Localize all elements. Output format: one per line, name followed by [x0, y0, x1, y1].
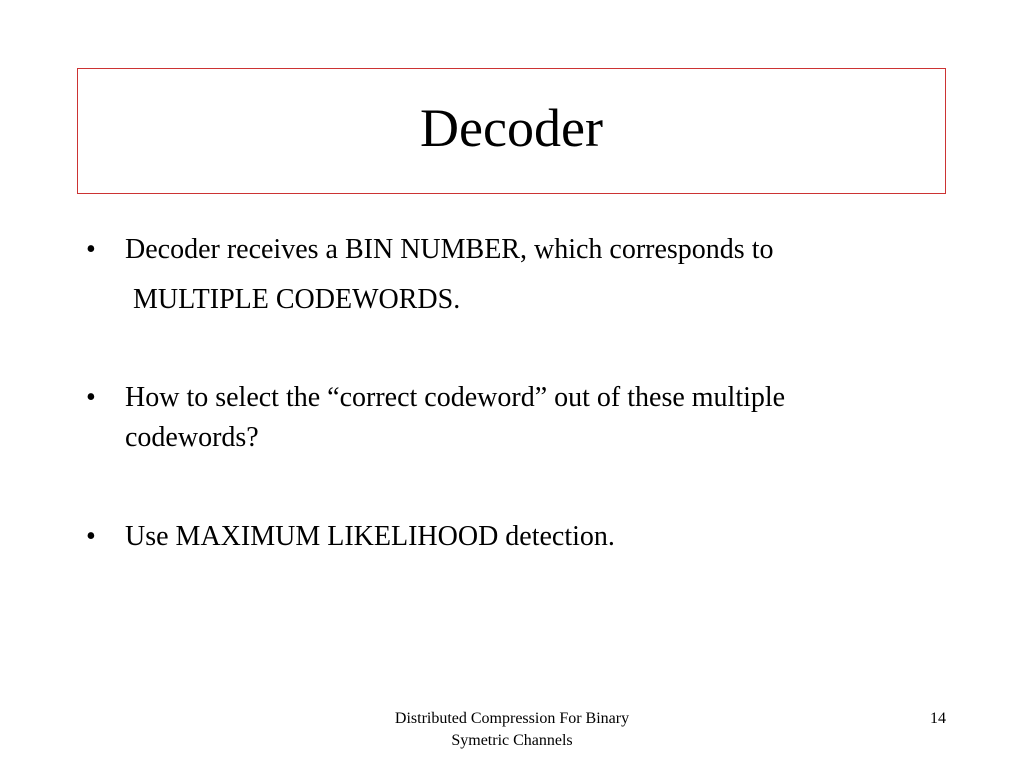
slide-title: Decoder — [420, 98, 603, 158]
bullet-1-line-2: MULTIPLE CODEWORDS. — [133, 284, 461, 315]
bullet-marker: • — [86, 521, 96, 552]
bullet-1-line-1: Decoder receives a BIN NUMBER, which corresponds to — [125, 234, 774, 265]
bullet-3-line-1: Use MAXIMUM LIKELIHOOD detection. — [125, 521, 615, 552]
bullet-marker: • — [86, 382, 96, 413]
footer-line-1: Distributed Compression For Binary — [394, 710, 630, 727]
footer-line-2: Symetric Channels — [451, 732, 573, 749]
page-number: 14 — [930, 710, 946, 727]
bullet-2-line-2: codewords? — [125, 422, 259, 453]
bullet-marker: • — [86, 234, 96, 265]
bullet-2-line-1: How to select the “correct codeword” out of these multiple — [125, 382, 786, 413]
footer-caption — [352, 708, 672, 752]
